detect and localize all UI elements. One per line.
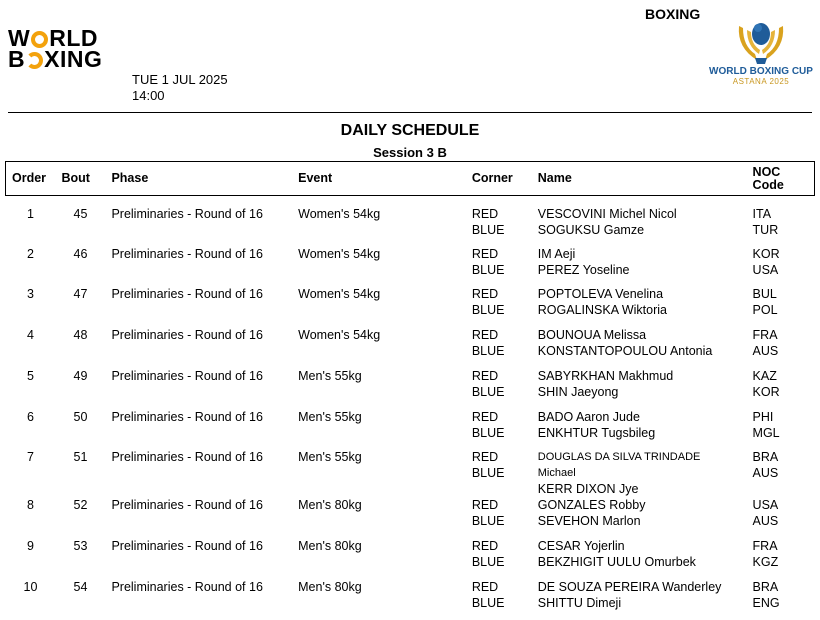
phase-cell (105, 368, 292, 409)
name-cell (532, 538, 747, 579)
corner-cell (466, 368, 532, 409)
logo-ring-icon (26, 52, 43, 69)
phase-cell (105, 579, 292, 620)
bout-value: 47 (73, 287, 88, 302)
bout-value: 46 (73, 246, 88, 261)
noc-cell (747, 246, 815, 287)
order-cell (6, 579, 56, 620)
corner-blue: BLUE (471, 555, 505, 570)
corner-red: RED (471, 246, 499, 261)
corner-red: RED (471, 207, 499, 221)
table-row (6, 497, 815, 538)
corner-cell (466, 579, 532, 620)
schedule-date: TUE 1 JUL 2025 (132, 72, 228, 87)
event-value: Women's 54kg (298, 287, 381, 302)
phase-value: Preliminaries - Round of 16 (111, 539, 263, 554)
order-value: 1 (27, 207, 34, 221)
noc-red: BRA (752, 450, 779, 465)
boxer-blue-name: KONSTANTOPOULOU Antonia (537, 344, 713, 359)
world-boxing-cup-logo (707, 18, 815, 86)
noc-cell (747, 368, 815, 409)
noc-red: FRA (752, 539, 778, 554)
event-cell (292, 579, 466, 620)
noc-cell (747, 409, 815, 450)
event-cell (292, 497, 466, 538)
event-cell (292, 327, 466, 368)
name-cell (532, 497, 747, 538)
corner-cell (466, 497, 532, 538)
column-header-corner: Corner (466, 162, 532, 196)
phase-cell (105, 286, 292, 327)
corner-blue: BLUE (471, 514, 505, 529)
corner-blue: BLUE (471, 466, 505, 481)
bout-cell (55, 409, 105, 450)
boxer-red-name: VESCOVINI Michel Nicol (537, 207, 677, 221)
bout-cell (55, 286, 105, 327)
noc-red: PHI (752, 409, 774, 424)
corner-blue: BLUE (471, 262, 505, 277)
name-cell (532, 327, 747, 368)
bout-value: 50 (73, 409, 88, 424)
boxer-blue-name: PEREZ Yoseline (537, 262, 630, 277)
document-title: DAILY SCHEDULE (340, 122, 480, 139)
table-row (6, 286, 815, 327)
phase-cell (105, 246, 292, 287)
phase-cell (105, 196, 292, 246)
corner-blue: BLUE (471, 223, 505, 237)
noc-cell (747, 449, 815, 497)
boxer-blue-name: SHITTU Dimeji (537, 596, 622, 611)
column-header-phase: Phase (105, 162, 292, 196)
event-cell (292, 196, 466, 246)
cup-subtitle: ASTANA 2025 (732, 77, 790, 86)
column-header-event: Event (292, 162, 466, 196)
order-cell (6, 286, 56, 327)
world-boxing-logo: W RLD B XING (8, 25, 103, 72)
name-cell (532, 409, 747, 450)
corner-cell (466, 286, 532, 327)
boxer-blue-name: SHIN Jaeyong (537, 384, 619, 399)
session-label: Session 3 B (373, 145, 447, 160)
phase-value: Preliminaries - Round of 16 (111, 207, 263, 221)
noc-blue: POL (752, 303, 778, 318)
schedule-time: 14:00 (132, 88, 165, 103)
bout-cell (55, 196, 105, 246)
phase-value: Preliminaries - Round of 16 (111, 368, 263, 383)
phase-cell (105, 497, 292, 538)
order-value: 7 (27, 450, 34, 465)
corner-cell (466, 196, 532, 246)
corner-blue: BLUE (471, 384, 505, 399)
boxer-red-name: BOUNOUA Melissa (537, 328, 647, 343)
corner-red: RED (471, 450, 499, 465)
order-cell (6, 327, 56, 368)
corner-red: RED (471, 328, 499, 343)
boxer-red-name: GONZALES Robby (537, 498, 646, 513)
noc-blue: TUR (752, 223, 779, 237)
boxer-blue-name: SEVEHON Marlon (537, 514, 641, 529)
corner-red: RED (471, 580, 499, 595)
name-cell (532, 286, 747, 327)
noc-red: FRA (752, 328, 778, 343)
corner-blue: BLUE (471, 596, 505, 611)
bout-cell (55, 579, 105, 620)
bout-cell (55, 497, 105, 538)
cup-title: WORLD BOXING CUP (709, 66, 813, 77)
noc-blue: KOR (752, 384, 780, 399)
noc-cell (747, 196, 815, 246)
column-header-noc-code: NOC Code (747, 162, 815, 196)
bout-cell (55, 368, 105, 409)
noc-red: USA (752, 498, 779, 513)
phase-value: Preliminaries - Round of 16 (111, 246, 263, 261)
order-cell (6, 497, 56, 538)
corner-red: RED (471, 409, 499, 424)
order-value: 5 (27, 368, 34, 383)
bout-value: 48 (73, 328, 88, 343)
bout-cell (55, 538, 105, 579)
boxer-red-name: CESAR Yojerlin (537, 539, 625, 554)
bout-value: 54 (73, 580, 88, 595)
corner-cell (466, 246, 532, 287)
boxer-blue-name: BEKZHIGIT UULU Omurbek (537, 555, 696, 570)
event-cell (292, 246, 466, 287)
table-row (6, 579, 815, 620)
corner-red: RED (471, 498, 499, 513)
phase-value: Preliminaries - Round of 16 (111, 409, 263, 424)
column-header-name: Name (532, 162, 747, 196)
order-cell (6, 449, 56, 497)
corner-red: RED (471, 287, 499, 302)
bout-cell (55, 449, 105, 497)
name-cell (532, 246, 747, 287)
event-value: Men's 55kg (298, 368, 362, 383)
bout-value: 52 (73, 498, 88, 513)
column-header-bout: Bout (55, 162, 105, 196)
event-cell (292, 368, 466, 409)
phase-value: Preliminaries - Round of 16 (111, 328, 263, 343)
corner-cell (466, 409, 532, 450)
order-cell (6, 196, 56, 246)
noc-blue: USA (752, 262, 779, 277)
order-value: 6 (27, 409, 34, 424)
order-value: 4 (27, 328, 34, 343)
boxer-red-name: SABYRKHAN Makhmud (537, 368, 674, 383)
name-cell (532, 579, 747, 620)
name-cell (532, 368, 747, 409)
order-cell (6, 368, 56, 409)
noc-cell (747, 497, 815, 538)
name-cell (532, 449, 747, 497)
event-value: Women's 54kg (298, 328, 381, 343)
event-cell (292, 286, 466, 327)
noc-blue: AUS (752, 514, 779, 529)
noc-red: BRA (752, 580, 779, 595)
corner-cell (466, 327, 532, 368)
noc-red: KAZ (752, 368, 777, 383)
boxer-blue-name: SOGUKSU Gamze (537, 223, 645, 237)
order-cell (6, 538, 56, 579)
event-value: Men's 80kg (298, 498, 362, 513)
table-row (6, 409, 815, 450)
order-value: 2 (27, 246, 34, 261)
phase-value: Preliminaries - Round of 16 (111, 450, 263, 465)
schedule-datetime (132, 72, 228, 104)
boxer-blue-name: KERR DIXON Jye (537, 482, 639, 497)
noc-cell (747, 286, 815, 327)
boxer-red-name: IM Aeji (537, 246, 576, 261)
corner-blue: BLUE (471, 303, 505, 318)
schedule-table (5, 161, 815, 620)
boxer-red-name: DOUGLAS DA SILVA TRINDADE Michael (537, 451, 701, 480)
noc-blue: ENG (752, 596, 780, 611)
event-cell (292, 409, 466, 450)
sport-label: BOXING (645, 6, 701, 22)
order-cell (6, 409, 56, 450)
bout-value: 45 (73, 207, 88, 221)
boxer-red-name: POPTOLEVA Venelina (537, 287, 664, 302)
event-cell (292, 449, 466, 497)
corner-cell (466, 449, 532, 497)
bout-value: 51 (73, 450, 88, 465)
bout-value: 53 (73, 539, 88, 554)
corner-cell (466, 538, 532, 579)
name-cell (532, 196, 747, 246)
phase-value: Preliminaries - Round of 16 (111, 498, 263, 513)
order-value: 8 (27, 498, 34, 513)
event-value: Men's 55kg (298, 409, 362, 424)
event-value: Men's 80kg (298, 580, 362, 595)
boxer-blue-name: ROGALINSKA Wiktoria (537, 303, 667, 318)
boxer-red-name: DE SOUZA PEREIRA Wanderley (537, 580, 722, 595)
column-header-order: Order (6, 162, 56, 196)
table-row (6, 196, 815, 246)
noc-red: KOR (752, 246, 780, 261)
bout-cell (55, 246, 105, 287)
noc-blue: MGL (752, 425, 780, 440)
noc-red: BUL (752, 287, 777, 302)
cup-emblem-icon (733, 18, 789, 66)
event-cell (292, 538, 466, 579)
phase-value: Preliminaries - Round of 16 (111, 580, 263, 595)
table-row (6, 538, 815, 579)
order-value: 10 (23, 580, 38, 595)
corner-red: RED (471, 539, 499, 554)
boxer-red-name: BADO Aaron Jude (537, 409, 640, 424)
table-row (6, 246, 815, 287)
event-value: Men's 80kg (298, 539, 362, 554)
noc-cell (747, 579, 815, 620)
table-header-row (6, 162, 815, 196)
phase-value: Preliminaries - Round of 16 (111, 287, 263, 302)
noc-blue: AUS (752, 466, 779, 481)
phase-cell (105, 538, 292, 579)
bout-cell (55, 327, 105, 368)
table-row (6, 327, 815, 368)
table-row (6, 368, 815, 409)
noc-blue: AUS (752, 344, 779, 359)
phase-cell (105, 327, 292, 368)
table-row (6, 449, 815, 497)
corner-red: RED (471, 368, 499, 383)
noc-blue: KGZ (752, 555, 779, 570)
boxer-blue-name: ENKHTUR Tugsbileg (537, 425, 656, 440)
order-value: 3 (27, 287, 34, 302)
header-divider (8, 112, 812, 113)
event-value: Women's 54kg (298, 207, 381, 221)
event-value: Men's 55kg (298, 450, 362, 465)
phase-cell (105, 409, 292, 450)
corner-blue: BLUE (471, 344, 505, 359)
noc-cell (747, 538, 815, 579)
event-value: Women's 54kg (298, 246, 381, 261)
noc-cell (747, 327, 815, 368)
noc-red: ITA (752, 207, 772, 221)
bout-value: 49 (73, 368, 88, 383)
phase-cell (105, 449, 292, 497)
corner-blue: BLUE (471, 425, 505, 440)
order-cell (6, 246, 56, 287)
order-value: 9 (27, 539, 34, 554)
